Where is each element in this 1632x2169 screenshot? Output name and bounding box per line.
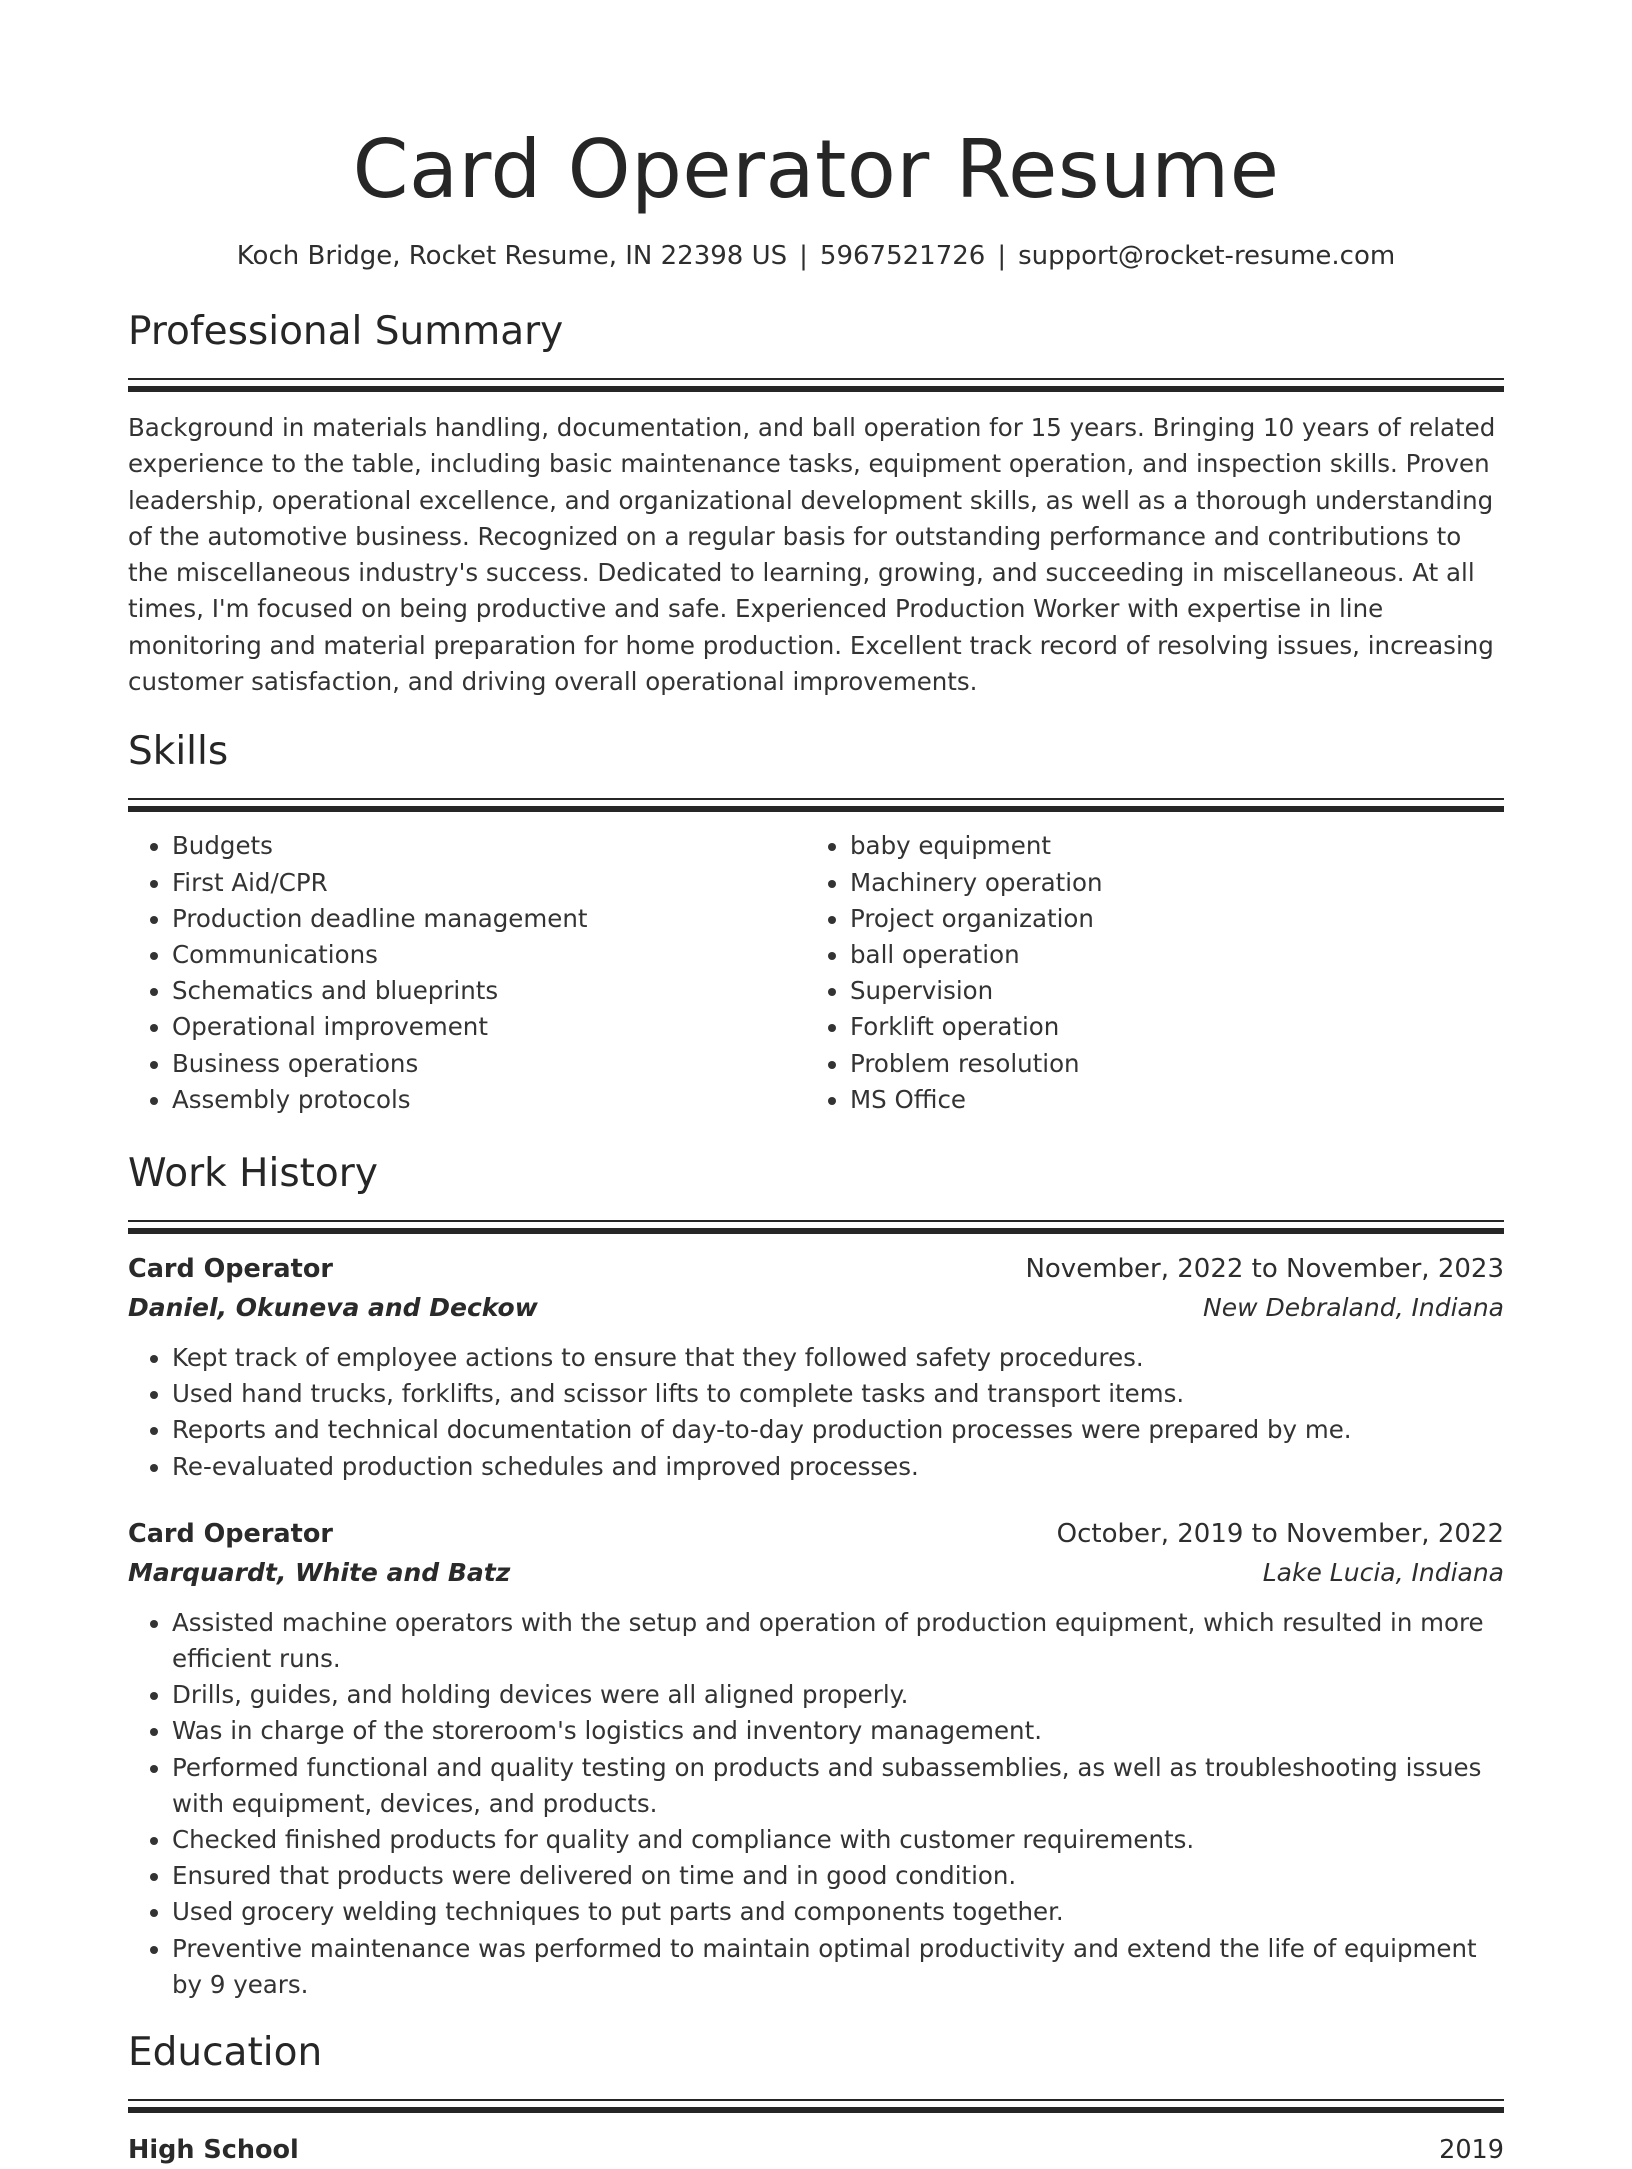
job-entry: [128, 1515, 1504, 2003]
education-entry: [128, 2131, 1504, 2169]
skills-list-right: [806, 828, 1484, 1118]
job-bullet: • Kept track of employee actions to ensure that they followed safety procedures.: [172, 1340, 1504, 1376]
job-header: [128, 1250, 1504, 1288]
section-divider: [128, 1220, 1504, 1222]
skill-item: • MS Office: [850, 1082, 1484, 1118]
contact-separator: |: [799, 241, 808, 271]
job-location: Lake Lucia, Indiana: [1262, 1557, 1504, 1587]
job-bullet: • Performed functional and quality testing on products and subassemblies, as well as troubleshooting issues with equipment, devices, and products.: [172, 1750, 1504, 1822]
job-subheader: [128, 1553, 1504, 1593]
job-subheader: [128, 1288, 1504, 1328]
job-company: Marquardt, White and Batz: [128, 1557, 511, 1587]
skills-list-left: [128, 828, 806, 1118]
skill-item: • Operational improvement: [172, 1009, 806, 1045]
section-divider-thick: [128, 806, 1504, 812]
job-dates: October, 2019 to November, 2022: [1056, 1518, 1504, 1549]
resume-page: [128, 0, 1504, 2169]
skills-columns: [128, 828, 1504, 1118]
summary-heading: Professional Summary: [128, 309, 564, 354]
job-bullets: [128, 1340, 1504, 1485]
contact-phone: 5967521726: [819, 241, 986, 271]
job-bullet: • Assisted machine operators with the setup and operation of production equipment, which resulted in more efficient runs.: [172, 1605, 1504, 1677]
job-title: Card Operator: [128, 1254, 333, 1284]
job-bullets: [128, 1605, 1504, 2003]
section-divider: [128, 378, 1504, 380]
skill-item: • Business operations: [172, 1046, 806, 1082]
summary-section: [128, 306, 1504, 700]
job-header: [128, 1515, 1504, 1553]
job-bullet: • Re-evaluated production schedules and improved processes.: [172, 1449, 1504, 1485]
skill-item: • First Aid/CPR: [172, 865, 806, 901]
work-history-section: [128, 1148, 1504, 2003]
skill-item: • Assembly protocols: [172, 1082, 806, 1118]
job-bullet: • Was in charge of the storeroom's logistics and inventory management.: [172, 1713, 1504, 1749]
job-bullet: • Used grocery welding techniques to put parts and components together.: [172, 1894, 1504, 1930]
job-bullet: • Drills, guides, and holding devices were all aligned properly.: [172, 1677, 1504, 1713]
job-bullet: • Checked finished products for quality and compliance with customer requirements.: [172, 1822, 1504, 1858]
job-title: Card Operator: [128, 1518, 333, 1549]
section-divider-thick: [128, 1228, 1504, 1234]
skills-heading: Skills: [128, 729, 229, 775]
job-bullet: • Preventive maintenance was performed to maintain optimal productivity and extend the life of equipment by 9 years.: [172, 1931, 1504, 2003]
skills-section: [128, 726, 1504, 1118]
education-year: 2019: [1439, 2135, 1504, 2166]
contact-email: support@rocket-resume.com: [1018, 241, 1396, 271]
skill-item: • Budgets: [172, 828, 806, 864]
job-bullet: • Ensured that products were delivered on time and in good condition.: [172, 1858, 1504, 1894]
job-dates: November, 2022 to November, 2023: [1025, 1254, 1504, 1284]
skill-item: • Problem resolution: [850, 1046, 1484, 1082]
education-degree: High School: [128, 2135, 299, 2166]
work-history-heading: Work History: [128, 1151, 378, 1196]
skill-item: • Project organization: [850, 901, 1484, 937]
job-entry: [128, 1250, 1504, 1485]
job-location: New Debraland, Indiana: [1203, 1293, 1504, 1322]
education-section: [128, 2027, 1504, 2169]
education-heading: Education: [128, 2030, 323, 2076]
contact-address: Koch Bridge, Rocket Resume, IN 22398 US: [236, 241, 788, 271]
skill-item: • ball operation: [850, 937, 1484, 973]
section-divider: [128, 2099, 1504, 2101]
skill-item: • baby equipment: [850, 828, 1484, 864]
skill-item: • Supervision: [850, 973, 1484, 1009]
job-company: Daniel, Okuneva and Deckow: [128, 1293, 538, 1322]
skill-item: • Production deadline management: [172, 901, 806, 937]
skill-item: • Forklift operation: [850, 1009, 1484, 1045]
summary-text: Background in materials handling, documentation, and ball operation for 15 years. Bringing 10 years of related experience to the table, including basic maintenance tasks, equipment operation, and inspection skills. Proven leadership, operational excellence, and organizational development skills, as well as a thorough understanding of the automotive business. Recognized on a regular basis for outstanding performance and contributions to the miscellaneous industry's success. Dedicated to learning, growing, and succeeding in miscellaneous. At all times, I'm focused on being productive and safe. Experienced Production Worker with expertise in line monitoring and material preparation for home production. Excellent track record of resolving issues, increasing customer satisfaction, and driving overall operational improvements.: [128, 413, 1496, 697]
job-bullet: • Used hand trucks, forklifts, and scissor lifts to complete tasks and transport items.: [172, 1376, 1504, 1412]
section-divider-thick: [128, 386, 1504, 392]
skill-item: • Communications: [172, 937, 806, 973]
resume-title: Card Operator Resume: [352, 123, 1280, 216]
contact-separator: |: [997, 241, 1007, 271]
section-divider: [128, 798, 1504, 800]
skill-item: • Schematics and blueprints: [172, 973, 806, 1009]
section-divider-thick: [128, 2107, 1504, 2113]
skill-item: • Machinery operation: [850, 865, 1484, 901]
contact-line: [128, 236, 1504, 276]
job-bullet: • Reports and technical documentation of day-to-day production processes were prepared by me.: [172, 1412, 1504, 1448]
